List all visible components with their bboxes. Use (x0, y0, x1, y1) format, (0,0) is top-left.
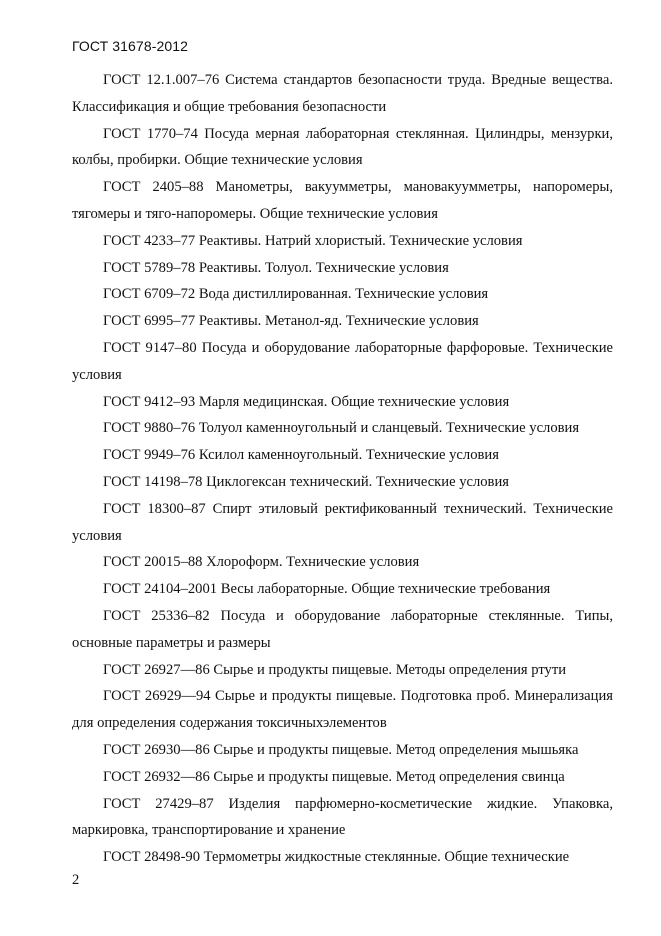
reference-item: ГОСТ 2405–88 Манометры, вакуумметры, мановакуумметры, напоромеры, тягомеры и тяго-напоромеры. Общие технические условия (72, 179, 613, 222)
reference-item: ГОСТ 28498-90 Термометры жидкостные стеклянные. Общие технические (103, 849, 570, 866)
reference-item: ГОСТ 25336–82 Посуда и оборудование лабораторные стеклянные. Типы, основные параметры и размеры (72, 607, 613, 651)
document-header: ГОСТ 31678-2012 (72, 38, 189, 54)
reference-item: ГОСТ 1770–74 Посуда мерная лабораторная стеклянная. Цилиндры, мензурки, колбы, пробирки. Общие технические условия (72, 125, 613, 169)
reference-item: ГОСТ 9949–76 Ксилол каменноугольный. Технические условия (103, 447, 499, 464)
reference-item: ГОСТ 24104–2001 Весы лабораторные. Общие технические требования (103, 581, 551, 598)
reference-item: ГОСТ 27429–87 Изделия парфюмерно-косметические жидкие. Упаковка, маркировка, транспортирование и хранение (72, 795, 613, 839)
reference-item: ГОСТ 18300–87 Спирт этиловый ректификованный технический. Технические условия (72, 500, 613, 544)
page-number: 2 (72, 872, 80, 888)
reference-item: ГОСТ 12.1.007–76 Система стандартов безопасности труда. Вредные вещества. Классификация и общие требования безопасности (72, 72, 613, 115)
reference-item: ГОСТ 4233–77 Реактивы. Натрий хлористый. Технические условия (103, 232, 523, 249)
reference-item: ГОСТ 6995–77 Реактивы. Метанол-яд. Технические условия (103, 313, 479, 330)
reference-item: ГОСТ 14198–78 Циклогексан технический. Технические условия (103, 473, 509, 490)
reference-item: ГОСТ 26930—86 Сырье и продукты пищевые. Метод определения мышьяка (103, 741, 579, 758)
reference-item: ГОСТ 26929—94 Сырье и продукты пищевые. Подготовка проб. Минерализация для определения содержания токсичныхэлементов (72, 688, 613, 732)
reference-item: ГОСТ 9412–93 Марля медицинская. Общие технические условия (103, 393, 510, 410)
reference-item: ГОСТ 9880–76 Толуол каменноугольный и сланцевый. Технические условия (103, 420, 580, 437)
reference-item: ГОСТ 6709–72 Вода дистиллированная. Технические условия (103, 286, 489, 303)
reference-item: ГОСТ 5789–78 Реактивы. Толуол. Технические условия (103, 259, 449, 276)
reference-item: ГОСТ 20015–88 Хлороформ. Технические условия (103, 554, 420, 571)
normative-references-list (72, 67, 613, 871)
reference-item: ГОСТ 9147–80 Посуда и оборудование лабораторные фарфоровые. Технические условия (72, 339, 613, 383)
reference-item: ГОСТ 26927—86 Сырье и продукты пищевые. Методы определения ртути (103, 661, 567, 678)
reference-item: ГОСТ 26932—86 Сырье и продукты пищевые. Метод определения свинца (103, 768, 565, 785)
